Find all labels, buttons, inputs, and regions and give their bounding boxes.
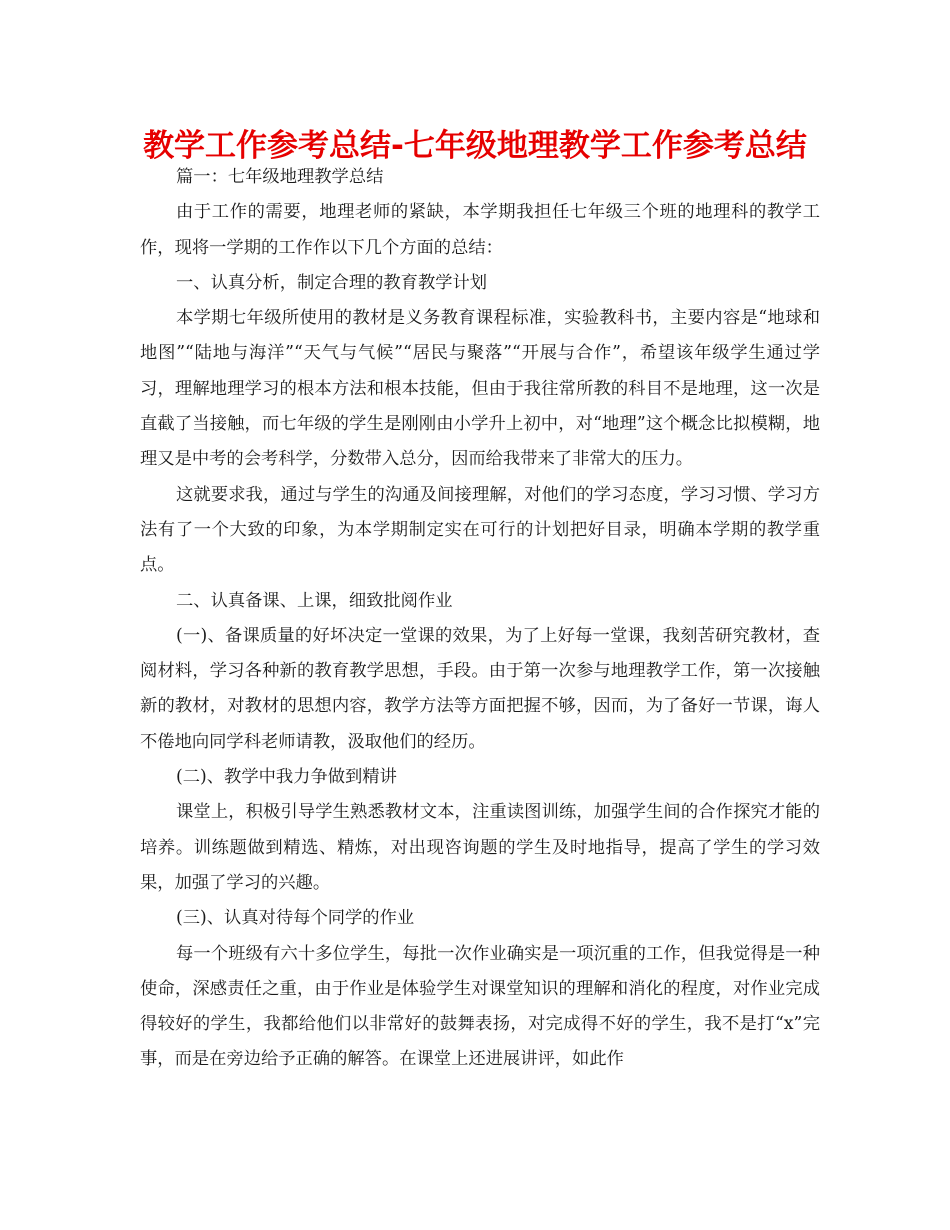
subsection-heading: (三)、认真对待每个同学的作业 <box>176 908 415 929</box>
paragraph: 每一个班级有六十多位学生，每批一次作业确实是一项沉重的工作，但我觉得是一种使命，深感责任之重，由于作业是体验学生对课堂知识的理解和消化的程度，对作业完成得较好的学生，我都给他们以非常好的鼓舞表扬，对完成得不好的学生，我不是打“x”完事，而是在旁边给予正确的解答。在课堂上还进展讲评，如此作 <box>140 943 820 1070</box>
section-heading: 篇一：七年级地理教学总结 <box>176 167 384 187</box>
paragraph: (一)、备课质量的好坏决定一堂课的效果，为了上好每一堂课，我刻苦研究教材，查阅材料，学习各种新的教育教学思想，手段。由于第一次参与地理教学工作，第一次接触新的教材，对教材的思想内容，教学方法等方面把握不够，因而，为了备好一节课，诲人不倦地向同学科老师请教，汲取他们的经历。 <box>140 625 820 752</box>
document-title: 教学工作参考总结-七年级地理教学工作参考总结 <box>143 128 807 164</box>
paragraph: 本学期七年级所使用的教材是义务教育课程标准，实验教科书，主要内容是“地球和地图”“陆地与海洋”“天气与气候”“居民与聚落”“开展与合作”，希望该年级学生通过学习，理解地理学习的根本方法和根本技能，但由于我往常所教的科目不是地理，这一次是直截了当接触，而七年级的学生是刚刚由小学升上初中，对“地理”这个概念比拟模糊，地理又是中考的会考科学，分数带入总分，因而给我带来了非常大的压力。 <box>140 308 820 470</box>
paragraph: 课堂上，积极引导学生熟悉教材文本，注重读图训练，加强学生间的合作探究才能的培养。训练题做到精选、精炼，对出现咨询题的学生及时地指导，提高了学生的学习效果，加强了学习的兴趣。 <box>140 802 820 893</box>
subsection-heading: (二)、教学中我力争做到精讲 <box>176 767 397 788</box>
section-heading: 一、认真分析，制定合理的教育教学计划 <box>176 272 488 293</box>
paragraph: 由于工作的需要，地理老师的紧缺，本学期我担任七年级三个班的地理科的教学工作，现将一学期的工作作以下几个方面的总结： <box>140 202 820 258</box>
section-heading: 二、认真备课、上课，细致批阅作业 <box>176 590 453 611</box>
paragraph: 这就要求我，通过与学生的沟通及间接理解，对他们的学习态度，学习习惯、学习方法有了一个大致的印象，为本学期制定实在可行的计划把好目录，明确本学期的教学重点。 <box>140 484 820 576</box>
document-body <box>140 160 820 1078</box>
